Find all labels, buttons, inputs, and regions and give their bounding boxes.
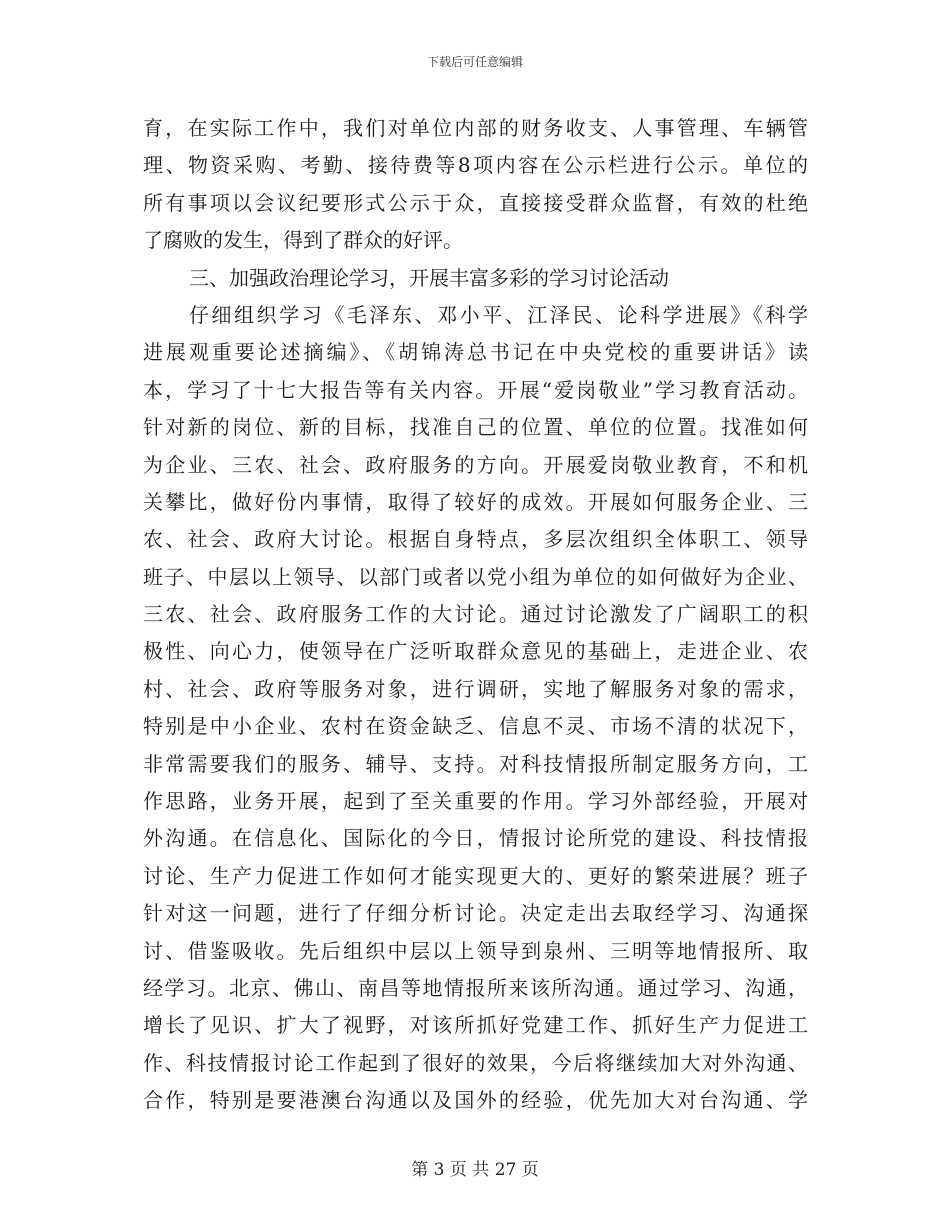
body-line: 非常需要我们的服务、辅导、支持。对科技情报所制定服务方向，工 [143, 751, 808, 776]
body-line: 农、社会、政府大讨论。根据自身特点，多层次组织全体职工、领导 [143, 527, 808, 552]
body-line: 讨、借鉴吸收。先后组织中层以上领导到泉州、三明等地情报所、取 [143, 938, 808, 963]
body-line: 三农、社会、政府服务工作的大讨论。通过讨论激发了广阔职工的积 [143, 602, 808, 627]
body-line: 增长了见识、扩大了视野，对该所抓好党建工作、抓好生产力促进工 [143, 1013, 808, 1038]
body-line: 仔细组织学习《毛泽东、邓小平、江泽民、论科学进展》《科学 [189, 302, 808, 327]
section-heading: 三、加强政治理论学习，开展丰富多彩的学习讨论活动 [189, 265, 669, 290]
page-number: 第 3 页 共 27 页 [411, 1160, 539, 1180]
body-line: 外沟通。在信息化、国际化的今日，情报讨论所党的建设、科技情报 [143, 826, 808, 851]
body-line: 极性、向心力，使领导在广泛听取群众意见的基础上，走进企业、农 [143, 639, 808, 664]
body-line: 理、物资采购、考勤、接待费等8项内容在公示栏进行公示。单位的 [143, 153, 808, 178]
body-line: 所有事项以会议纪要形式公示于众，直接接受群众监督，有效的杜绝 [143, 190, 808, 215]
body-line: 作、科技情报讨论工作起到了很好的效果，今后将继续加大对外沟通、 [143, 1050, 808, 1075]
body-line: 针对新的岗位、新的目标，找准自己的位置、单位的位置。找准如何 [143, 415, 808, 440]
body-line: 合作，特别是要港澳台沟通以及国外的经验，优先加大对台沟通、学 [143, 1088, 808, 1113]
body-line: 村、社会、政府等服务对象，进行调研，实地了解服务对象的需求， [143, 676, 808, 701]
body-line: 育，在实际工作中，我们对单位内部的财务收支、人事管理、车辆管 [143, 116, 808, 140]
page-header: 下载后可任意编辑 [426, 55, 523, 69]
body-line: 班子、中层以上领导、以部门或者以党小组为单位的如何做好为企业、 [143, 564, 808, 589]
body-line: 关攀比，做好份内事情，取得了较好的成效。开展如何服务企业、三 [143, 489, 808, 514]
body-line: 经学习。北京、佛山、南昌等地情报所来该所沟通。通过学习、沟通， [143, 975, 808, 1000]
body-line: 作思路，业务开展，起到了至关重要的作用。学习外部经验，开展对 [143, 789, 808, 814]
body-line: 了腐败的发生，得到了群众的好评。 [143, 228, 463, 253]
body-line: 讨论、生产力促进工作如何才能实现更大的、更好的繁荣进展？班子 [143, 863, 808, 888]
body-line: 针对这一问题，进行了仔细分析讨论。决定走出去取经学习、沟通探 [143, 901, 808, 926]
body-line: 为企业、三农、社会、政府服务的方向。开展爱岗敬业教育，不和机 [143, 452, 808, 477]
body-line: 特别是中小企业、农村在资金缺乏、信息不灵、市场不清的状况下， [143, 714, 808, 739]
body-line: 进展观重要论述摘编》、《胡锦涛总书记在中央党校的重要讲话》读 [143, 340, 808, 365]
document-body [143, 110, 808, 1120]
body-line: 本，学习了十七大报告等有关内容。开展“爱岗敬业”学习教育活动。 [143, 377, 808, 402]
